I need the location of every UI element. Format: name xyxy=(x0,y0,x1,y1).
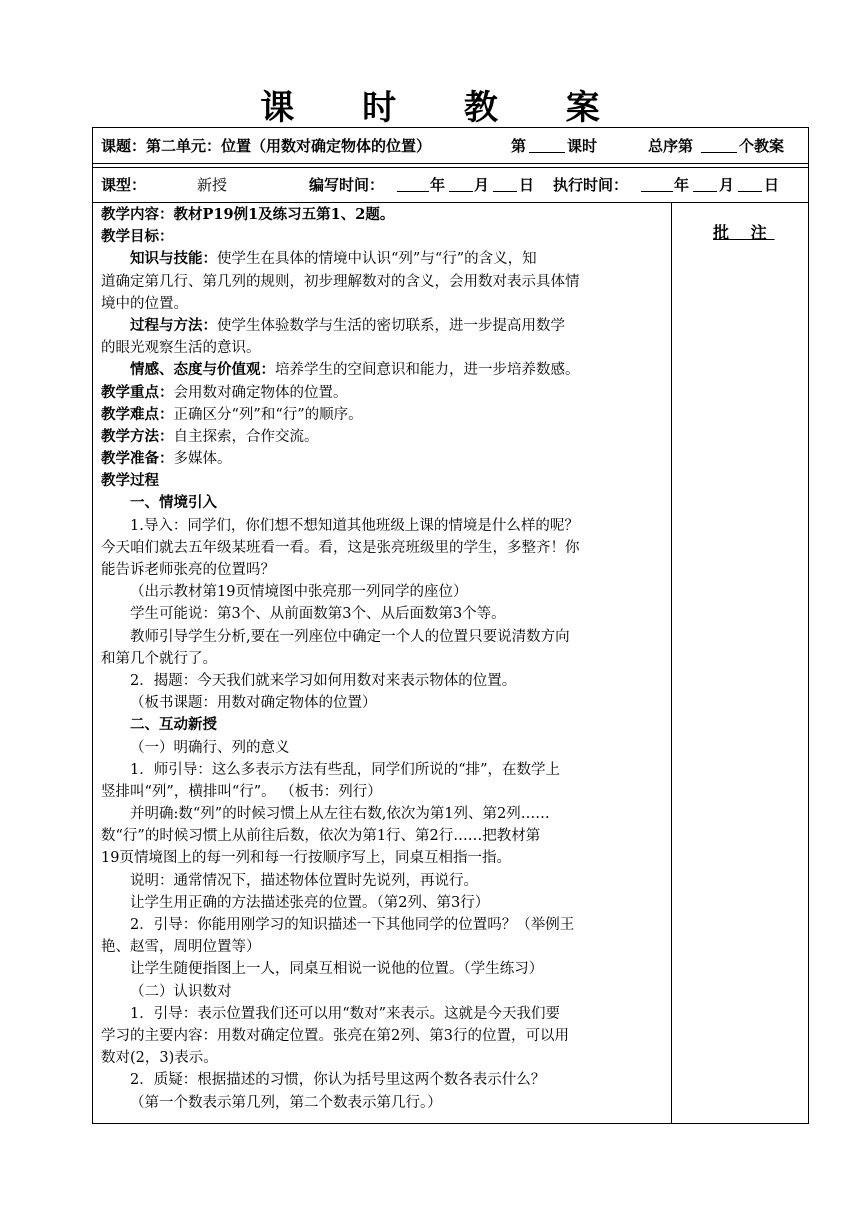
period-blank xyxy=(529,138,565,153)
body-line-heading: 过程与方法： xyxy=(130,316,217,334)
body-line-heading: 知识与技能： xyxy=(130,250,217,268)
body-line xyxy=(101,714,665,736)
body-line xyxy=(101,581,665,603)
body-line xyxy=(101,1025,665,1047)
body-line-text: 1．师引导：这么多表示方法有些乱，同学们所说的“排”，在数学上 xyxy=(130,761,561,778)
body-line-text: 2．引导：你能用刚学习的知识描述一下其他同学的位置吗？（举例王 xyxy=(130,917,575,933)
body-line-text: 二、互动新授 xyxy=(130,716,217,734)
body-line-text: 的眼光观察生活的意识。 xyxy=(101,340,261,357)
body-line-text: 教学过程 xyxy=(101,472,159,490)
body-line-heading: 教学准备： xyxy=(101,450,174,468)
body-line xyxy=(101,1047,665,1069)
body-line xyxy=(101,981,665,1003)
type-label: 课型： xyxy=(101,176,147,194)
body-line xyxy=(101,559,665,581)
exec-day: 日 xyxy=(764,176,780,194)
exec-year: 年 xyxy=(674,176,690,194)
body-line-text: 1．引导：表示位置我们还可以用“数对”来表示。这就是今天我们要 xyxy=(130,1005,561,1022)
body-line xyxy=(101,359,665,381)
body-line xyxy=(101,648,665,670)
page-title: 课 时 教 案 xyxy=(260,88,628,128)
body-line xyxy=(101,1092,665,1114)
body-line xyxy=(101,271,665,293)
body-line-text: 和第几个就行了。 xyxy=(101,650,217,667)
lesson-topic-row xyxy=(93,128,808,164)
body-line-text: 正确区分“列”和“行”的顺序。 xyxy=(173,406,363,423)
notes-column-divider xyxy=(671,203,672,1123)
body-line-text: （出示教材第19页情境图中张亮那一列同学的座位） xyxy=(130,584,468,601)
notes-heading: 批 注 xyxy=(713,223,775,242)
body-line-text: 教学目标： xyxy=(101,228,174,246)
exec-day-blank xyxy=(738,177,762,192)
body-line xyxy=(101,293,665,315)
body-line xyxy=(101,914,665,936)
exec-label: 执行时间： xyxy=(553,176,629,194)
body-line xyxy=(101,248,665,270)
body-line xyxy=(101,382,665,404)
body-line-text: （二）认识数对 xyxy=(130,983,232,1000)
body-line xyxy=(101,670,665,692)
period-suffix: 课时 xyxy=(567,137,598,155)
exec-month-blank xyxy=(693,177,717,192)
body-line xyxy=(101,226,665,248)
body-line xyxy=(101,781,665,803)
body-line xyxy=(101,404,665,426)
serial-suffix: 个教案 xyxy=(739,137,785,155)
body-line-text: 竖排叫“列”，横排叫“行”。 （板书：列行） xyxy=(101,783,382,800)
body-line xyxy=(101,847,665,869)
lesson-topic: 课题：第二单元：位置（用数对确定物体的位置） xyxy=(101,137,432,155)
exec-year-blank xyxy=(641,177,673,192)
body-line xyxy=(101,626,665,648)
written-year: 年 xyxy=(430,176,446,194)
written-label: 编写时间： xyxy=(309,176,385,194)
body-line xyxy=(101,825,665,847)
body-line-text: 培养学生的空间意识和能力，进一步培养数感。 xyxy=(275,362,580,379)
body-line-text: 2．揭题：今天我们就来学习如何用数对来表示物体的位置。 xyxy=(130,672,517,689)
type-value: 新授 xyxy=(197,176,228,194)
body-line xyxy=(101,958,665,980)
body-line xyxy=(101,470,665,492)
body-line-text: 境中的位置。 xyxy=(101,295,188,312)
body-line-text: 数“行”的时候习惯上从前往后数，依次为第1行、第2行……把教材第 xyxy=(101,828,541,845)
body-line-text: 19页情境图上的每一列和每一行按顺序写上，同桌互相指一指。 xyxy=(101,850,511,867)
body-line xyxy=(101,603,665,625)
body-line xyxy=(101,515,665,537)
body-line-text: 让学生用正确的方法描述张亮的位置。（第2列、第3行） xyxy=(130,894,490,911)
serial-blank xyxy=(701,138,737,153)
body-line-text: 数对(2，3)表示。 xyxy=(101,1050,218,1067)
body-line-text: 学习的主要内容：用数对确定位置。张亮在第2列、第3行的位置，可以用 xyxy=(101,1027,569,1044)
body-line xyxy=(101,692,665,714)
written-day: 日 xyxy=(519,176,535,194)
body-line-heading: 教学难点： xyxy=(101,405,174,423)
body-line xyxy=(101,337,665,359)
body-line-text: 2．质疑：根据描述的习惯，你认为括号里这两个数各表示什么？ xyxy=(130,1072,546,1089)
body-line xyxy=(101,803,665,825)
lesson-type-row xyxy=(93,167,808,203)
body-line-heading: 情感、态度与价值观： xyxy=(130,361,275,379)
body-line-text: 说明：通常情况下，描述物体位置时先说列，再说行。 xyxy=(130,872,478,889)
body-line-text: （第一个数表示第几列，第二个数表示第几行。） xyxy=(130,1094,442,1111)
body-line-text: 教师引导学生分析,要在一列座位中确定一个人的位置只要说清数方向 xyxy=(130,628,570,645)
body-line-heading: 教学重点： xyxy=(101,383,174,401)
body-line-text: 艳、赵雪，周明位置等） xyxy=(101,939,261,956)
body-line xyxy=(101,492,665,514)
body-line-text: 会用数对确定物体的位置。 xyxy=(173,384,348,401)
body-line xyxy=(101,936,665,958)
written-month: 月 xyxy=(474,176,490,194)
body-line-text: 多媒体。 xyxy=(173,451,232,468)
period-prefix: 第 xyxy=(511,137,527,155)
body-line-text: 能告诉老师张亮的位置吗？ xyxy=(101,562,275,578)
serial-prefix: 总序第 xyxy=(648,137,694,155)
body-line xyxy=(101,737,665,759)
body-line-text: 并明确:数“列”的时候习惯上从左往右数,依次为第1列、第2列…… xyxy=(130,806,550,823)
lesson-body xyxy=(101,204,665,1114)
body-line-text: （板书课题：用数对确定物体的位置） xyxy=(130,695,377,712)
body-line xyxy=(101,426,665,448)
body-line-text: 一、情境引入 xyxy=(130,494,217,512)
body-line xyxy=(101,870,665,892)
body-line xyxy=(101,315,665,337)
body-line-text: 教学内容：教材P19例1及练习五第1、2题。 xyxy=(101,206,395,223)
body-line xyxy=(101,1069,665,1091)
body-line-text: 学生可能说：第3个、从前面数第3个、从后面数第3个等。 xyxy=(130,606,506,623)
body-line-text: 使学生在具体的情境中认识“列”与“行”的含义，知 xyxy=(217,251,537,268)
body-line-text: 自主探索，合作交流。 xyxy=(173,428,319,445)
body-line-text: 道确定第几行、第几列的规则，初步理解数对的含义，会用数对表示具体情 xyxy=(101,273,580,290)
body-line xyxy=(101,204,665,226)
body-line-text: 让学生随便指图上一人，同桌互相说一说他的位置。（学生练习） xyxy=(130,961,544,978)
body-line-text: 使学生体验数学与生活的密切联系，进一步提高用数学 xyxy=(217,317,565,334)
body-line-text: 1.导入：同学们，你们想不想知道其他班级上课的情境是什么样的呢？ xyxy=(130,517,579,534)
body-line xyxy=(101,537,665,559)
body-line-text: （一）明确行、列的意义 xyxy=(130,739,290,756)
body-line xyxy=(101,448,665,470)
written-day-blank xyxy=(493,177,517,192)
lesson-plan-table xyxy=(92,127,809,1124)
written-month-blank xyxy=(449,177,473,192)
body-line xyxy=(101,892,665,914)
written-year-blank xyxy=(397,177,429,192)
body-line-heading: 教学方法： xyxy=(101,427,174,445)
body-line xyxy=(101,759,665,781)
body-line xyxy=(101,1003,665,1025)
exec-month: 月 xyxy=(719,176,735,194)
body-line-text: 今天咱们就去五年级某班看一看。看，这是张亮班级里的学生，多整齐！你 xyxy=(101,539,580,556)
